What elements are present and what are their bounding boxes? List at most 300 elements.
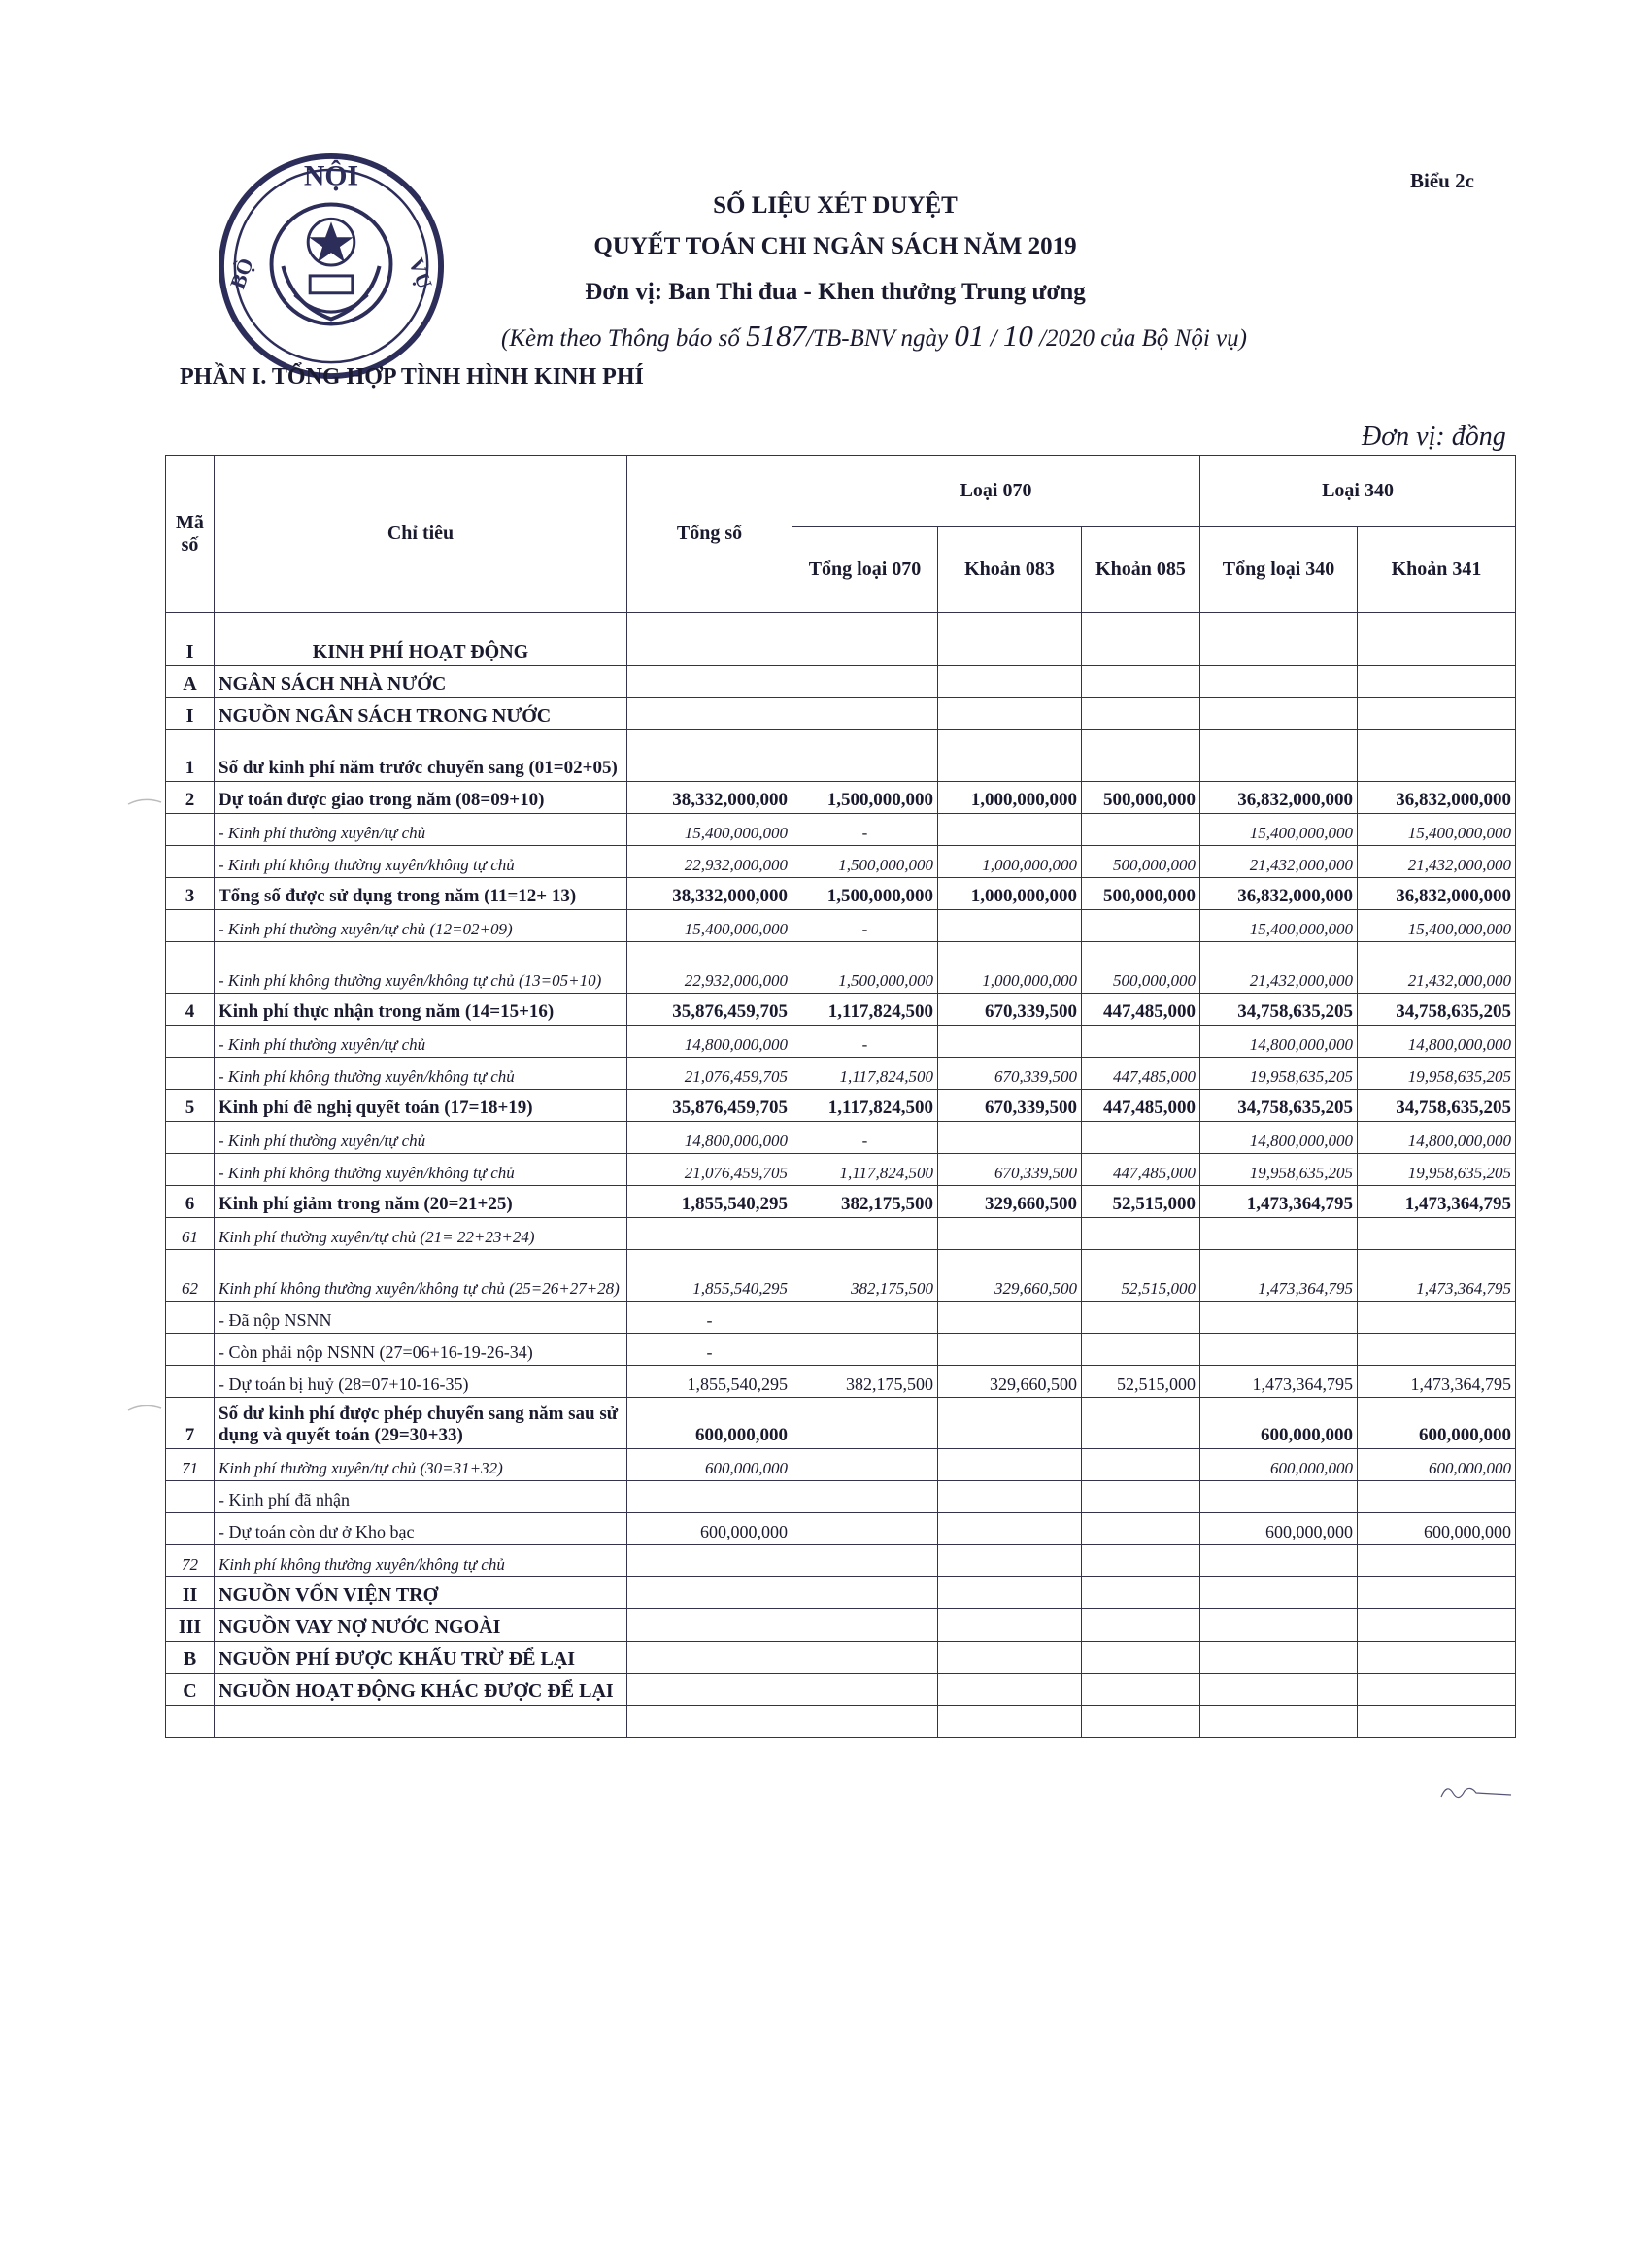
cell-total-340: 34,758,635,205 [1200,1090,1358,1122]
cell-k085 [1082,1513,1200,1545]
row-label: Dự toán được giao trong năm (08=09+10) [215,782,627,814]
row-label [215,1706,627,1738]
table-row [166,1609,1516,1642]
subtitle-mid: /TB-BNV ngày [806,325,955,352]
row-label: Kinh phí thực nhận trong năm (14=15+16) [215,994,627,1026]
cell-k085: 447,485,000 [1082,1090,1200,1122]
table-row [166,1218,1516,1250]
cell-k341 [1358,1577,1516,1609]
cell-total-070 [792,1218,938,1250]
table-row [166,1577,1516,1609]
row-code [166,1706,215,1738]
row-label: Số dư kinh phí được phép chuyển sang năm sau sử dụng và quyết toán (29=30+33) [215,1398,627,1449]
cell-total [627,1642,792,1674]
header-total-070: Tổng loại 070 [792,527,938,613]
cell-total: 15,400,000,000 [627,814,792,846]
header-group-070: Loại 070 [792,456,1200,527]
cell-total-340: 600,000,000 [1200,1513,1358,1545]
row-label: - Kinh phí không thường xuyên/không tự chủ (13=05+10) [215,942,627,994]
cell-total-070 [792,1674,938,1706]
cell-k083 [938,814,1082,846]
title-line-1: SỐ LIỆU XÉT DUYỆT [713,192,958,219]
cell-total-340 [1200,666,1358,698]
row-label: NGUỒN VỐN VIỆN TRỢ [215,1577,627,1609]
cell-k085 [1082,1577,1200,1609]
cell-k341: 36,832,000,000 [1358,782,1516,814]
cell-total-070 [792,730,938,782]
row-code [166,1302,215,1334]
cell-k083: 1,000,000,000 [938,942,1082,994]
cell-k085 [1082,730,1200,782]
cell-total-070: 1,117,824,500 [792,1090,938,1122]
cell-total [627,730,792,782]
row-code [166,910,215,942]
cell-total-070: 382,175,500 [792,1366,938,1398]
cell-total [627,1577,792,1609]
cell-total-340: 1,473,364,795 [1200,1366,1358,1398]
cell-total-070 [792,1334,938,1366]
cell-k341 [1358,730,1516,782]
table-row [166,1449,1516,1481]
cell-total: 1,855,540,295 [627,1186,792,1218]
cell-total-340 [1200,730,1358,782]
table-row [166,1302,1516,1334]
cell-total-070 [792,1398,938,1449]
row-code [166,1154,215,1186]
cell-k341 [1358,1642,1516,1674]
row-code: III [166,1609,215,1642]
cell-total: - [627,1334,792,1366]
cell-total-340: 36,832,000,000 [1200,782,1358,814]
cell-k085 [1082,613,1200,666]
cell-k083 [938,613,1082,666]
row-label: Số dư kinh phí năm trước chuyển sang (01=02+05) [215,730,627,782]
cell-total-070: 1,500,000,000 [792,878,938,910]
cell-k083: 670,339,500 [938,1058,1082,1090]
cell-k341 [1358,1481,1516,1513]
cell-k341: 600,000,000 [1358,1513,1516,1545]
cell-total-340 [1200,1302,1358,1334]
cell-total-340 [1200,1545,1358,1577]
cell-k341: 15,400,000,000 [1358,814,1516,846]
row-code [166,1481,215,1513]
cell-total-070 [792,1302,938,1334]
cell-total-070 [792,1609,938,1642]
row-code [166,1366,215,1398]
cell-total-070 [792,1513,938,1545]
cell-total-340: 19,958,635,205 [1200,1058,1358,1090]
cell-k341 [1358,666,1516,698]
cell-total-070: 1,117,824,500 [792,994,938,1026]
cell-k341 [1358,1674,1516,1706]
cell-k341 [1358,1334,1516,1366]
row-code: 62 [166,1250,215,1302]
cell-k341: 19,958,635,205 [1358,1154,1516,1186]
header-total-340: Tổng loại 340 [1200,527,1358,613]
cell-k341: 1,473,364,795 [1358,1366,1516,1398]
cell-total: 21,076,459,705 [627,1058,792,1090]
cell-k083 [938,1609,1082,1642]
cell-k085: 52,515,000 [1082,1186,1200,1218]
table-row [166,666,1516,698]
cell-total-070 [792,1449,938,1481]
row-label: - Còn phải nộp NSNN (27=06+16-19-26-34) [215,1334,627,1366]
cell-total: 22,932,000,000 [627,942,792,994]
cell-total-070: 1,500,000,000 [792,846,938,878]
cell-total [627,666,792,698]
row-label: - Đã nộp NSNN [215,1302,627,1334]
cell-k083 [938,1577,1082,1609]
cell-k341: 14,800,000,000 [1358,1122,1516,1154]
cell-total-070: 1,500,000,000 [792,942,938,994]
cell-k083 [938,698,1082,730]
cell-k085 [1082,698,1200,730]
cell-total: 22,932,000,000 [627,846,792,878]
cell-total [627,1218,792,1250]
cell-total-340 [1200,1642,1358,1674]
table-row [166,1674,1516,1706]
cell-k341 [1358,1706,1516,1738]
row-code: I [166,698,215,730]
table-row [166,942,1516,994]
cell-total-340 [1200,1577,1358,1609]
row-code [166,846,215,878]
table-row [166,1058,1516,1090]
cell-total-070: 1,500,000,000 [792,782,938,814]
row-label: Tổng số được sử dụng trong năm (11=12+ 13) [215,878,627,910]
seal-text-right: VỤ [404,254,437,292]
cell-total [627,698,792,730]
row-code: 1 [166,730,215,782]
cell-total: 21,076,459,705 [627,1154,792,1186]
row-label: Kinh phí thường xuyên/tự chủ (21= 22+23+24) [215,1218,627,1250]
seal-text-left: BỘ [225,254,258,292]
table-row [166,1398,1516,1449]
cell-k085 [1082,1302,1200,1334]
table-row [166,846,1516,878]
table-row [166,613,1516,666]
table-row [166,994,1516,1026]
cell-total [627,613,792,666]
table-row [166,1186,1516,1218]
cell-k341 [1358,1545,1516,1577]
row-label: - Kinh phí đã nhận [215,1481,627,1513]
initials-mark [1437,1779,1515,1803]
cell-k341: 34,758,635,205 [1358,994,1516,1026]
cell-total: 600,000,000 [627,1449,792,1481]
cell-total: 38,332,000,000 [627,878,792,910]
cell-k085: 500,000,000 [1082,782,1200,814]
row-label: - Kinh phí thường xuyên/tự chủ [215,1122,627,1154]
cell-k083 [938,1302,1082,1334]
cell-k085 [1082,1674,1200,1706]
cell-total [627,1481,792,1513]
table-row [166,1545,1516,1577]
row-code: 5 [166,1090,215,1122]
cell-total-340 [1200,698,1358,730]
cell-k085: 500,000,000 [1082,878,1200,910]
cell-total: 1,855,540,295 [627,1250,792,1302]
row-code: C [166,1674,215,1706]
cell-total-070 [792,1577,938,1609]
header-code: Mã số [166,456,215,613]
cell-total-340: 600,000,000 [1200,1449,1358,1481]
row-label: - Kinh phí thường xuyên/tự chủ [215,1026,627,1058]
cell-total [627,1674,792,1706]
notice-sep: / [984,325,1003,352]
form-code: Biểu 2c [1410,169,1474,192]
row-code: 71 [166,1449,215,1481]
table-row [166,782,1516,814]
cell-k085 [1082,666,1200,698]
cell-k083 [938,1545,1082,1577]
cell-total-070: 382,175,500 [792,1186,938,1218]
row-code: 6 [166,1186,215,1218]
header-k083: Khoản 083 [938,527,1082,613]
cell-total-070: 382,175,500 [792,1250,938,1302]
cell-k085: 447,485,000 [1082,1058,1200,1090]
row-label: - Kinh phí thường xuyên/tự chủ (12=02+09) [215,910,627,942]
row-code: B [166,1642,215,1674]
cell-k085 [1082,1398,1200,1449]
row-label: NGUỒN PHÍ ĐƯỢC KHẤU TRỪ ĐỂ LẠI [215,1642,627,1674]
cell-total: 14,800,000,000 [627,1122,792,1154]
cell-total-340: 34,758,635,205 [1200,994,1358,1026]
title-line-2: QUYẾT TOÁN CHI NGÂN SÁCH NĂM 2019 [593,233,1077,259]
punch-mark [126,1403,163,1414]
cell-k341: 14,800,000,000 [1358,1026,1516,1058]
cell-total-340: 36,832,000,000 [1200,878,1358,910]
cell-total-340: 15,400,000,000 [1200,814,1358,846]
seal-text-top: NỘI [303,159,359,192]
cell-k341 [1358,1609,1516,1642]
cell-total-340 [1200,1609,1358,1642]
row-label: NGÂN SÁCH NHÀ NƯỚC [215,666,627,698]
table-row [166,1122,1516,1154]
row-label: NGUỒN HOẠT ĐỘNG KHÁC ĐƯỢC ĐỂ LẠI [215,1674,627,1706]
cell-total: 600,000,000 [627,1398,792,1449]
cell-k083 [938,1026,1082,1058]
row-code [166,1122,215,1154]
cell-total: - [627,1302,792,1334]
cell-total-070: - [792,1122,938,1154]
cell-total: 14,800,000,000 [627,1026,792,1058]
cell-total: 1,855,540,295 [627,1366,792,1398]
subtitle-prefix: (Kèm theo Thông báo số [501,325,747,352]
cell-k085: 447,485,000 [1082,994,1200,1026]
row-label: NGUỒN VAY NỢ NƯỚC NGOÀI [215,1609,627,1642]
cell-k083 [938,1398,1082,1449]
cell-total [627,1609,792,1642]
cell-k085 [1082,814,1200,846]
cell-k085: 447,485,000 [1082,1154,1200,1186]
cell-total-070 [792,613,938,666]
row-code [166,942,215,994]
cell-k083 [938,1449,1082,1481]
cell-k341: 19,958,635,205 [1358,1058,1516,1090]
subtitle-suffix: /2020 của Bộ Nội vụ) [1032,325,1247,352]
row-label: - Kinh phí thường xuyên/tự chủ [215,814,627,846]
row-code: I [166,613,215,666]
table-row [166,1154,1516,1186]
cell-k083: 1,000,000,000 [938,878,1082,910]
title-line-3: Đơn vị: Ban Thi đua - Khen thưởng Trung ương [585,279,1086,305]
cell-total-340: 21,432,000,000 [1200,846,1358,878]
table-row [166,1481,1516,1513]
row-code: 72 [166,1545,215,1577]
cell-k341: 21,432,000,000 [1358,846,1516,878]
row-label: KINH PHÍ HOẠT ĐỘNG [215,613,627,666]
row-label: Kinh phí không thường xuyên/không tự chủ [215,1545,627,1577]
notice-month: 10 [1002,319,1033,353]
table-row [166,1090,1516,1122]
notice-number: 5187 [746,319,807,353]
row-code: 4 [166,994,215,1026]
cell-k085 [1082,1334,1200,1366]
table-row [166,698,1516,730]
cell-k085: 500,000,000 [1082,846,1200,878]
header-group-340: Loại 340 [1200,456,1516,527]
row-code [166,1058,215,1090]
cell-total-070 [792,698,938,730]
cell-total-070: - [792,910,938,942]
cell-total: 35,876,459,705 [627,994,792,1026]
table-row [166,1334,1516,1366]
cell-k341: 600,000,000 [1358,1449,1516,1481]
cell-k083 [938,910,1082,942]
cell-total: 15,400,000,000 [627,910,792,942]
row-label: Kinh phí thường xuyên/tự chủ (30=31+32) [215,1449,627,1481]
cell-total-340: 14,800,000,000 [1200,1026,1358,1058]
cell-k085 [1082,1122,1200,1154]
cell-k341: 1,473,364,795 [1358,1186,1516,1218]
row-label: - Kinh phí không thường xuyên/không tự chủ [215,1154,627,1186]
cell-total-070: 1,117,824,500 [792,1058,938,1090]
row-code [166,1334,215,1366]
cell-k083 [938,1513,1082,1545]
cell-total-340: 1,473,364,795 [1200,1250,1358,1302]
cell-k085: 500,000,000 [1082,942,1200,994]
cell-total-340 [1200,1674,1358,1706]
row-code [166,1026,215,1058]
cell-total-070 [792,1545,938,1577]
cell-k083 [938,730,1082,782]
cell-k341 [1358,613,1516,666]
cell-k341 [1358,698,1516,730]
cell-total-340: 19,958,635,205 [1200,1154,1358,1186]
table-row [166,878,1516,910]
notice-day: 01 [954,319,985,353]
cell-total-070: - [792,1026,938,1058]
cell-k083: 1,000,000,000 [938,846,1082,878]
cell-k083 [938,1706,1082,1738]
row-code [166,1513,215,1545]
cell-k085 [1082,910,1200,942]
cell-k341: 36,832,000,000 [1358,878,1516,910]
cell-total-340: 21,432,000,000 [1200,942,1358,994]
row-code: 7 [166,1398,215,1449]
cell-k341: 34,758,635,205 [1358,1090,1516,1122]
row-code: 3 [166,878,215,910]
table-row [166,1250,1516,1302]
cell-total: 600,000,000 [627,1513,792,1545]
header-indicator: Chỉ tiêu [215,456,627,613]
cell-k085 [1082,1449,1200,1481]
cell-total-340: 15,400,000,000 [1200,910,1358,942]
cell-k083 [938,1642,1082,1674]
cell-k341: 21,432,000,000 [1358,942,1516,994]
cell-total-340 [1200,1706,1358,1738]
cell-total-340: 600,000,000 [1200,1398,1358,1449]
cell-k083: 670,339,500 [938,1090,1082,1122]
part-title: PHẦN I. TỔNG HỢP TÌNH HÌNH KINH PHÍ [180,364,644,389]
cell-total-340: 1,473,364,795 [1200,1186,1358,1218]
cell-k083: 329,660,500 [938,1250,1082,1302]
cell-total-340 [1200,1218,1358,1250]
table-body [166,613,1516,1738]
header-k341: Khoản 341 [1358,527,1516,613]
cell-total-070: - [792,814,938,846]
cell-k085 [1082,1545,1200,1577]
cell-k083 [938,666,1082,698]
cell-total-070 [792,1706,938,1738]
cell-total-070 [792,1481,938,1513]
table-row [166,1642,1516,1674]
header-total: Tổng số [627,456,792,613]
cell-total-070 [792,666,938,698]
cell-k085 [1082,1026,1200,1058]
cell-k341 [1358,1218,1516,1250]
cell-total-340 [1200,613,1358,666]
cell-total-340 [1200,1481,1358,1513]
cell-k341: 1,473,364,795 [1358,1250,1516,1302]
row-code: A [166,666,215,698]
cell-k085 [1082,1706,1200,1738]
cell-k083 [938,1218,1082,1250]
table-row [166,1513,1516,1545]
cell-k083 [938,1122,1082,1154]
row-code: 2 [166,782,215,814]
row-label: Kinh phí giảm trong năm (20=21+25) [215,1186,627,1218]
table-row [166,910,1516,942]
subtitle [49,319,1651,354]
cell-k085: 52,515,000 [1082,1366,1200,1398]
row-code [166,814,215,846]
row-code: II [166,1577,215,1609]
cell-k083 [938,1334,1082,1366]
cell-k085 [1082,1481,1200,1513]
table-row [166,1706,1516,1738]
cell-k083: 670,339,500 [938,994,1082,1026]
row-label: - Kinh phí không thường xuyên/không tự chủ [215,1058,627,1090]
cell-k083: 329,660,500 [938,1186,1082,1218]
table-row [166,814,1516,846]
cell-k085 [1082,1218,1200,1250]
table-row [166,1366,1516,1398]
row-label: Kinh phí không thường xuyên/không tự chủ (25=26+27+28) [215,1250,627,1302]
cell-k083 [938,1674,1082,1706]
row-label: Kinh phí đề nghị quyết toán (17=18+19) [215,1090,627,1122]
cell-total-340 [1200,1334,1358,1366]
unit-label: Đơn vị: đồng [1362,422,1506,452]
table-row [166,730,1516,782]
cell-total [627,1545,792,1577]
table-row [166,1026,1516,1058]
cell-k083: 329,660,500 [938,1366,1082,1398]
budget-table [165,455,1516,1738]
cell-total-070: 1,117,824,500 [792,1154,938,1186]
row-code: 61 [166,1218,215,1250]
